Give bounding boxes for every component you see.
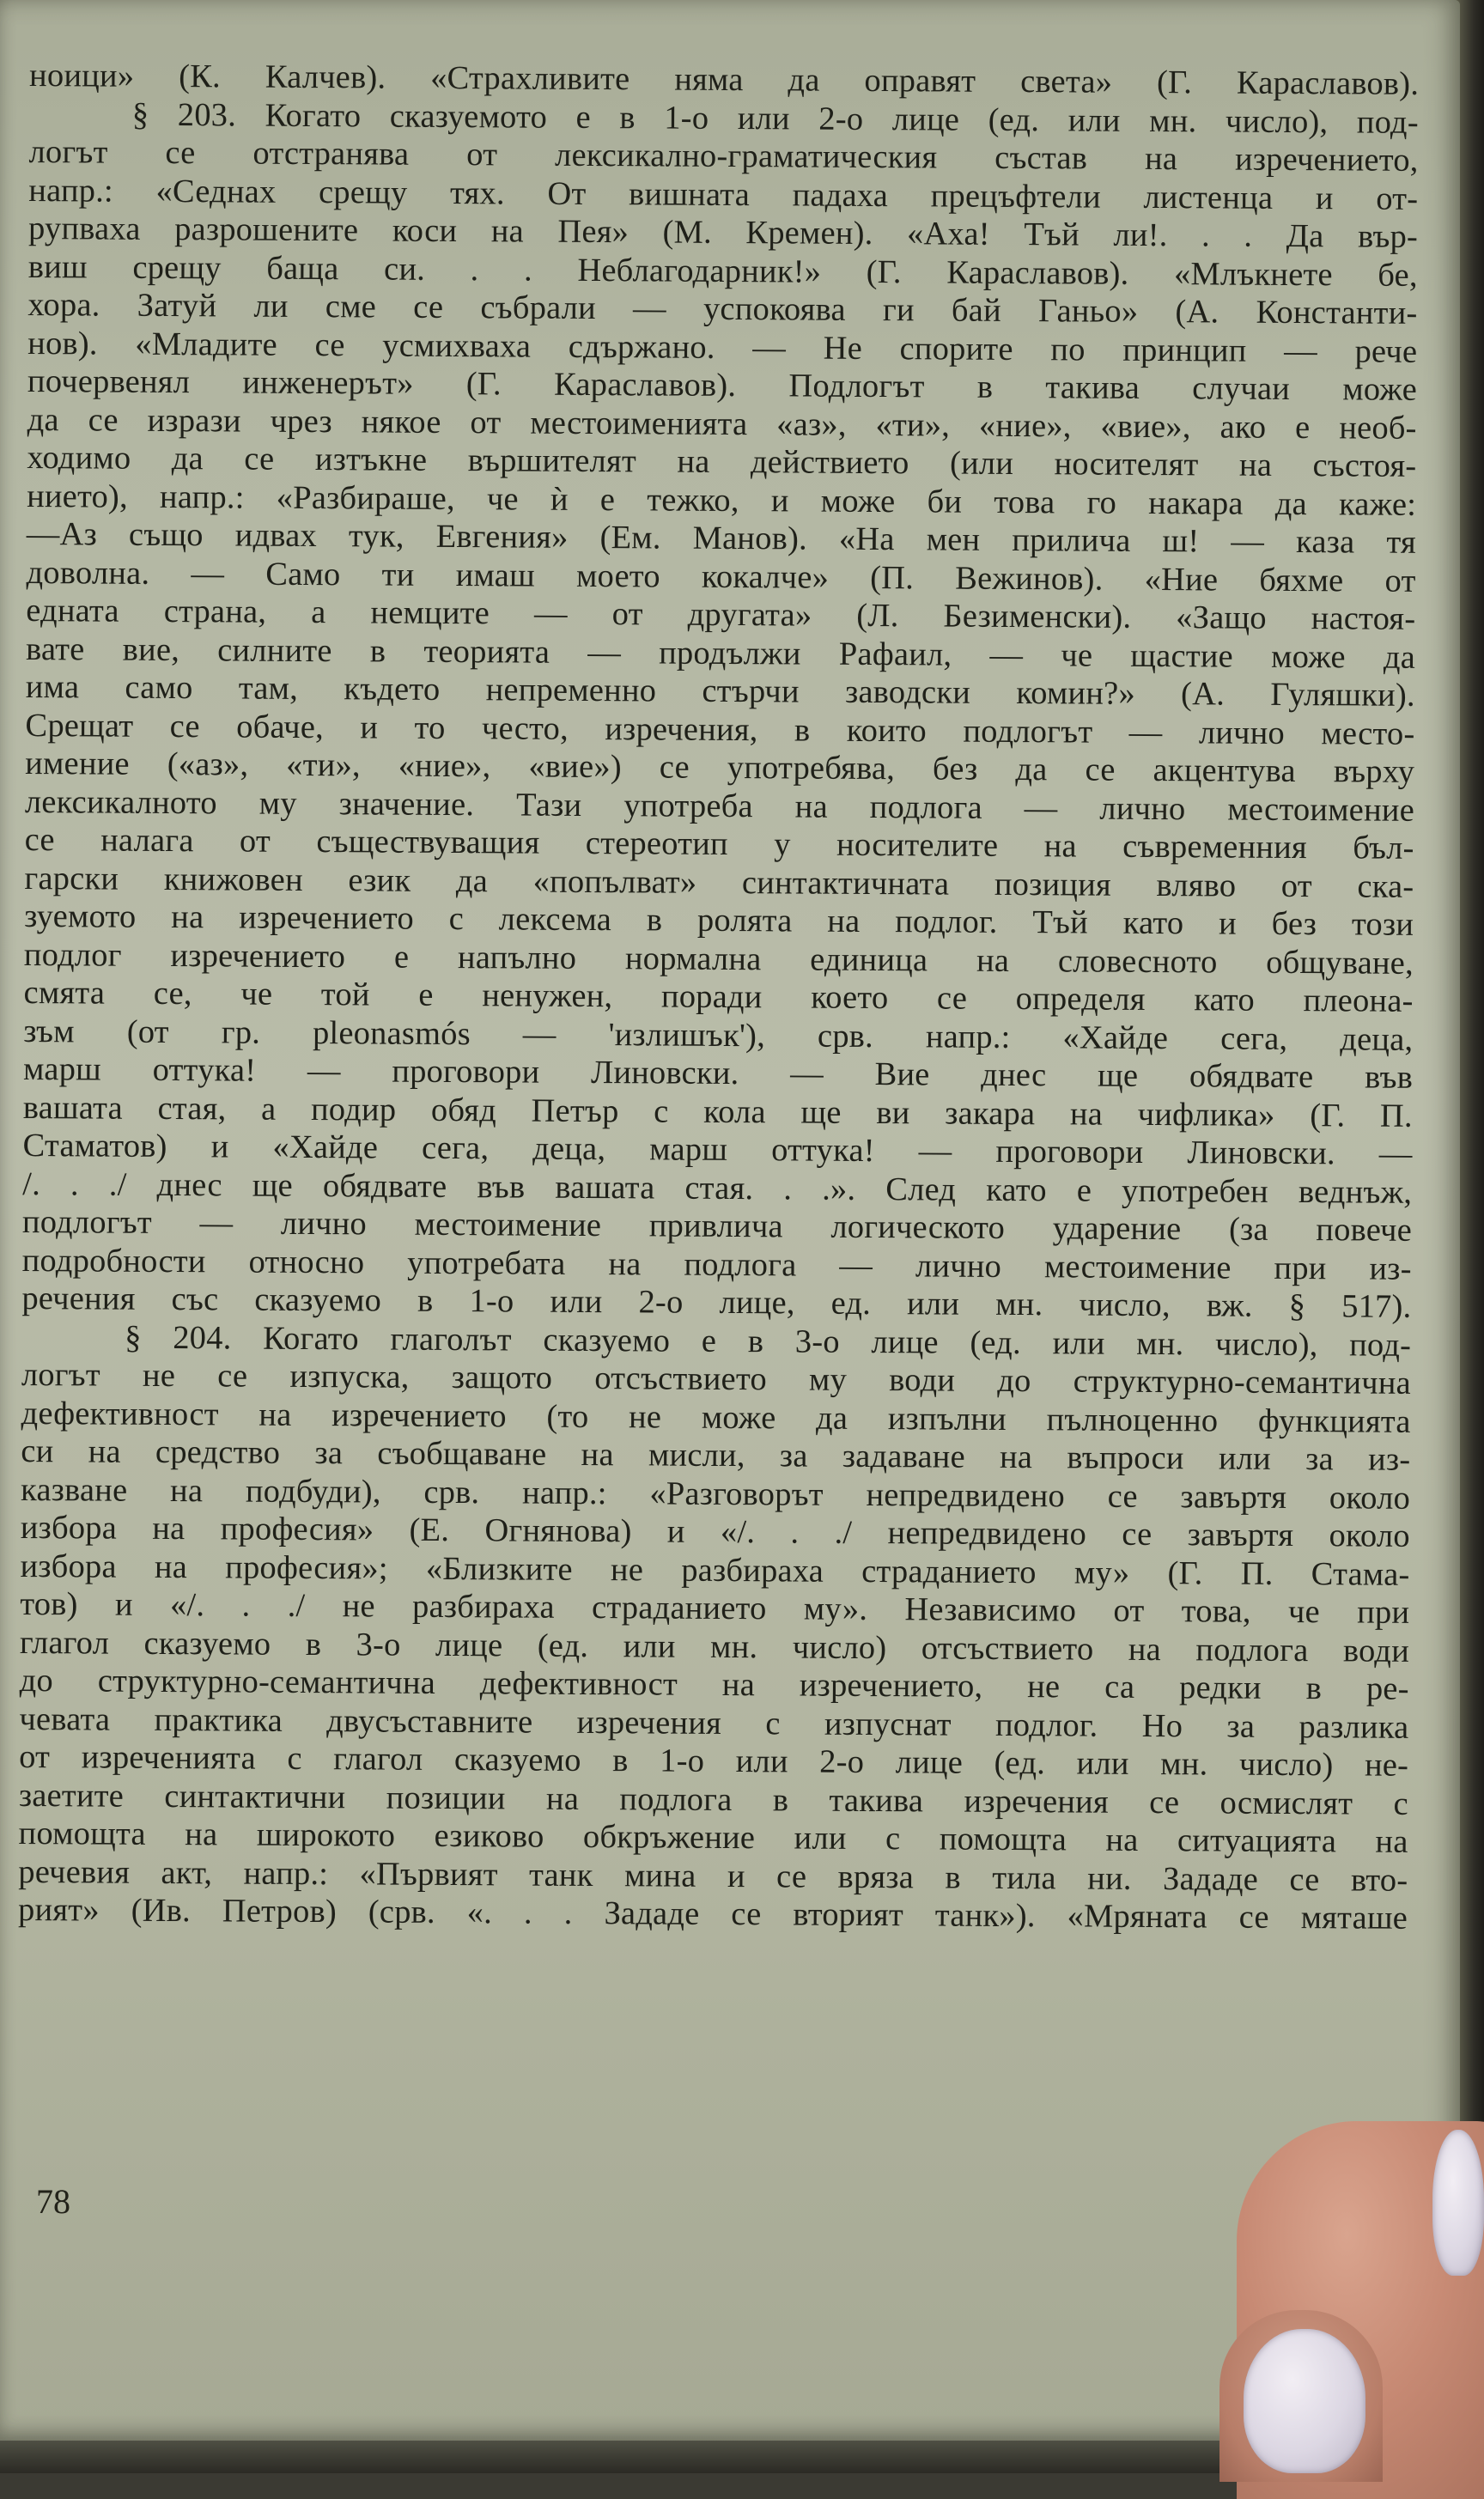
text-line: подлогът — лично местоимение привлича логическото ударение (за повече [21, 1203, 1413, 1249]
text-line: имение («аз», «ти», «ние», «вие») се употребява, без да се акцентува върху [25, 745, 1415, 790]
text-line: се налага от съществуващия стереотип у носителите на съвременния бъл- [24, 821, 1414, 866]
text-line: рупваха разрошените коси на Пея» (М. Кремен). «Аха! Тъй ли!. . . Да вър- [27, 210, 1419, 255]
text-line: избора на професия»; «Близките не разбираха страданието му» (Г. П. Стама- [20, 1547, 1410, 1593]
text-line: подробности относно употребата на подлога — лично местоимение при из- [21, 1242, 1412, 1287]
fingernail [1432, 2130, 1484, 2276]
text-line: напр.: «Седнах срещу тях. От вишната падаха прецъфтели листенца и от- [28, 172, 1419, 217]
page-text [17, 58, 1420, 1937]
text-line: ходимо да се изтъкне вършителят на действието (или носителят на състоя- [27, 439, 1417, 484]
text-line: дефективност на изречението (то не може да изпълни пълноценно функцията [21, 1395, 1411, 1440]
text-line: рият» (Ив. Петров) (срв. «. . . Зададе се вторият танк»). «Мряната се мяташе [17, 1891, 1408, 1937]
text-line: избора на професия» (Е. Огнянова) и «/. . ./ непредвидено се завъртя около [20, 1509, 1410, 1554]
text-line: зуемото на изречението с лексема в ролята на подлог. Тъй като и без този [24, 897, 1414, 943]
page-number: 78 [36, 2182, 70, 2221]
text-line: смята се, че той е ненужен, поради което се определя като плеона- [23, 974, 1414, 1019]
text-line: речевия акт, напр.: «Първият танк мина и се вряза в тила ни. Зададе се вто- [18, 1853, 1408, 1899]
text-line: хора. Затуй ли сме се събрали — успокоява ги бай Ганьо» (А. Константи- [27, 286, 1418, 331]
text-line: нието), напр.: «Разбираше, че ѝ е тежко, и може би това го накара да каже: [27, 477, 1417, 523]
text-line: вашата стая, а подир обяд Петър с кола ще ви закара на чифлика» (Г. П. [22, 1089, 1413, 1134]
section-204-heading-line: § 204. Когато глаголът сказуемо е в 3-о лице (ед. или мн. число), под- [125, 1319, 1412, 1364]
text-line: тов) и «/. . ./ не разбираха страданието му». Независимо от това, че при [20, 1585, 1410, 1631]
text-line: казване на подбуди), срв. напр.: «Разговорът непредвидено се завъртя около [20, 1471, 1411, 1517]
text-line: гарски книжовен език да «попълват» синтактичната позиция вляво от ска- [24, 860, 1414, 905]
text-line: чевата практика двусъставните изречения с изпуснат подлог. Но за разлика [19, 1700, 1409, 1746]
text-line: марш оттука! — проговори Линовски. — Вие днес ще обядвате във [22, 1050, 1414, 1096]
text-line: доволна. — Само ти имаш моето кокалче» (П. Вежинов). «Ние бяхме от [26, 554, 1416, 599]
text-line: нов). «Младите се усмихваха сдържано. — Не спорите по принцип — рече [27, 325, 1418, 370]
text-line: ноици» (К. Калчев). «Страхливите няма да оправят света» (Г. Караславов). [29, 58, 1420, 102]
text-line: почервенял инженерът» (Г. Караславов). Подлогът в такива случаи може [27, 362, 1418, 408]
section-203-heading-line: § 203. Когато сказуемото е в 1-о или 2-о лице (ед. или мн. число), под- [131, 96, 1419, 141]
text-line: зъм (от гр. pleonasmós — 'излишък'), срв. напр.: «Хайде сега, деца, [23, 1012, 1414, 1058]
text-line: до структурно-семантична дефективност на изречението, не са редки в ре- [19, 1662, 1409, 1707]
text-line: —Аз също идвах тук, Евгения» (Ем. Манов). «На мен прилича ш! — каза тя [26, 515, 1416, 561]
text-line: виш срещу баща си. . . Неблагодарник!» (Г. Караславов). «Млъкнете бе, [27, 248, 1418, 294]
text-line: едната страна, а немците — от другата» (Л. Безименски). «Защо настоя- [26, 592, 1416, 637]
text-line: от изреченията с глагол сказуемо в 1-о или 2-о лице (ед. или мн. число) не- [19, 1738, 1409, 1784]
text-line: лексикалното му значение. Тази употреба на подлога — лично местоимение [24, 783, 1415, 829]
text-line: глагол сказуемо в 3-о лице (ед. или мн. число) отсъствието на подлога води [19, 1624, 1410, 1669]
text-line: има само там, където непременно стърчи заводски комин?» (А. Гуляшки). [25, 668, 1415, 714]
text-line: вате вие, силните в теорията — продължи Рафаил, — че щастие може да [25, 630, 1416, 676]
fingernail [1244, 2329, 1365, 2473]
text-line: речения със сказуемо в 1-о или 2-о лице, ед. или мн. число, вж. § 517). [21, 1280, 1412, 1325]
text-line: си на средство за съобщаване на мисли, за задаване на въпроси или за из- [21, 1432, 1411, 1478]
text-line: заетите синтактични позиции на подлога в такива изречения се осмислят с [18, 1777, 1409, 1822]
text-line: помощта на широкото езиково обкръжение или с помощта на ситуацията на [18, 1815, 1408, 1860]
text-line: да се изрази чрез някое от местоименията «аз», «ти», «ние», «вие», ако е необ- [27, 401, 1417, 447]
text-line: подлог изречението е напълно нормална единица на словесното общуване, [23, 936, 1414, 982]
text-line: Срещат се обаче, и то често, изречения, в които подлогът — лично место- [25, 707, 1415, 752]
text-line: /. . ./ днес ще обядвате във вашата стая. . .». След като е употребен веднъж, [22, 1165, 1413, 1211]
text-line: Стаматов) и «Хайде сега, деца, марш оттука! — проговори Линовски. — [22, 1127, 1413, 1172]
text-line: логът се отстранява от лексикално-граматическия състав на изречението, [28, 133, 1419, 179]
text-line: логът не се изпуска, защото отсъствието му води до структурно-семантична [21, 1356, 1411, 1402]
